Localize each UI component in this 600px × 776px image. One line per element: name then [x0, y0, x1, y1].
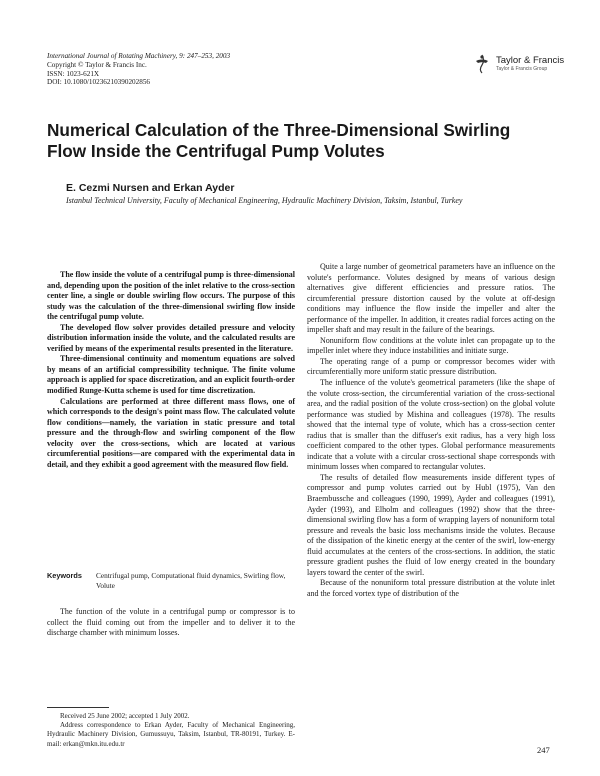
publisher-logo [472, 52, 565, 76]
received-date: Received 25 June 2002; accepted 1 July 2002. [60, 712, 190, 720]
author-list: E. Cezmi Nursen and Erkan Ayder [66, 182, 235, 194]
journal-header [47, 52, 377, 87]
body-paragraph: Quite a large number of geometrical parameters have an influence on the volute's performance. Volutes designed by means of various design alternatives give different efficiencies and pressure ratios. The circumferential pressure distortion caused by the volute at off-design conditions may influence the flow inside the impeller and alter the performance of the impeller. In addition, it creates radial forces acting on the impeller shaft and may result in the failure of the bearings. [307, 262, 555, 335]
abstract-paragraph: The developed flow solver provides detailed pressure and velocity distribution information inside the volute, and the calculated results are verified by means of the experimental results presented in the literature. [47, 322, 295, 353]
taylor-francis-logo-icon [472, 54, 492, 74]
body-paragraph: Nonuniform flow conditions at the volute inlet can propagate up to the impeller inlet where they induce instabilities and initiate surge. [307, 335, 555, 356]
body-paragraph: The influence of the volute's geometrical parameters (like the shape of the volute cross-section, the circumferential variation of the cross-sectional area, and the radial position of the volute cross-section) on the global volute performance was studied by Mishina and colleagues (1978). The results showed that the internal type of volute, which has a cross-section center radius that is smaller than the diffuser's exit radius, has a very high loss coefficient compared to the other types. Global performance measurements indicate that a volute with a circular cross-sectional shape corresponds with minimum losses when compared to rectangular volutes. [307, 378, 555, 472]
copyright-line: Copyright © Taylor & Francis Inc. [47, 60, 147, 69]
introduction-start [47, 607, 295, 639]
abstract [47, 270, 295, 470]
keywords-text: Centrifugal pump, Computational fluid dynamics, Swirling flow, Volute [96, 571, 286, 590]
abstract-paragraph: Calculations are performed at three different mass flows, one of which corresponds to the design's point mass flow. The calculated volute flow conditions—namely, the variation in static pressure and total pressure and the through-flow and swirling component of the flow velocity over the cross-sections, which are located at various circumferential positions—are compared with the experimental data in detail, and they exhibit a good agreement with the measured flow field. [47, 396, 295, 469]
doi-line: DOI: 10.1080/10236210390202856 [47, 78, 151, 87]
footnote [47, 712, 295, 749]
footnote-divider [47, 707, 109, 708]
page-number: 247 [537, 745, 550, 755]
body-paragraph: The results of detailed flow measurements inside different types of compressor and pump volutes carried out by Hubl (1975), Van den Braembussche and colleagues (1990, 1999), Ayder and colleagues (1991), Ayder (1993), and Elholm and colleagues (1992) show that the three-dimensional swirling flow has a form of wrapping layers of nonuniform total pressure and reveals the basic loss mechanisms inside the volutes. Because of the dissipation of the kinetic energy at the center of the swirl, low-energy fluid accumulates at the centers of the cross-sections. In addition, the static pressure gradient pushes the fluid of low energy created in the boundary layers toward the center of the swirl. [307, 472, 555, 577]
paper-title: Numerical Calculation of the Three-Dimensional Swirling Flow Inside the Centrifugal Pump Volutes [47, 120, 511, 161]
abstract-paragraph: The flow inside the volute of a centrifugal pump is three-dimensional and, depending upon the position of the inlet relative to the cross-section center line, a single or double swirling flow occurs. The purpose of this study was the calculation of the three-dimensional swirling flow inside the centrifugal pump volute. [47, 270, 295, 322]
keywords-label: Keywords [47, 571, 82, 580]
correspondence-address: Address correspondence to Erkan Ayder, Faculty of Mechanical Engineering, Hydraulic Machinery Division, Gumussuyu, Taksim, Istanbul, TR-80191, Turkey. E-mail: erkan@mkn.itu.edu.tr [47, 721, 295, 748]
publisher-name: Taylor & Francis [496, 55, 565, 66]
body-paragraph: The operating range of a pump or compressor becomes wider with circumferentially more uniform static pressure distribution. [307, 356, 555, 377]
keywords-block [47, 571, 295, 590]
publisher-tagline: Taylor & Francis Group [496, 66, 548, 72]
journal-citation: International Journal of Rotating Machinery, 9: 247–253, 2003 [47, 52, 231, 60]
body-paragraph: The function of the volute in a centrifugal pump or compressor is to collect the fluid coming out from the impeller and to deliver it to the discharge chamber with minimum losses. [47, 607, 295, 638]
issn-line: ISSN: 1023-621X [47, 69, 100, 78]
body-paragraph: Because of the nonuniform total pressure distribution at the volute inlet and the forced vortex type of distribution of the [307, 578, 555, 598]
abstract-paragraph: Three-dimensional continuity and momentum equations are solved by means of an artificial compressibility technique. The finite volume approach is applied for space discretization, and an explicit fourth-order modified Runge-Kutta scheme is used for time discretization. [47, 354, 295, 396]
right-column [307, 262, 555, 600]
author-affiliation: Istanbul Technical University, Faculty of Mechanical Engineering, Hydraulic Machinery Division, Taksim, Istanbul, Turkey [66, 196, 463, 205]
